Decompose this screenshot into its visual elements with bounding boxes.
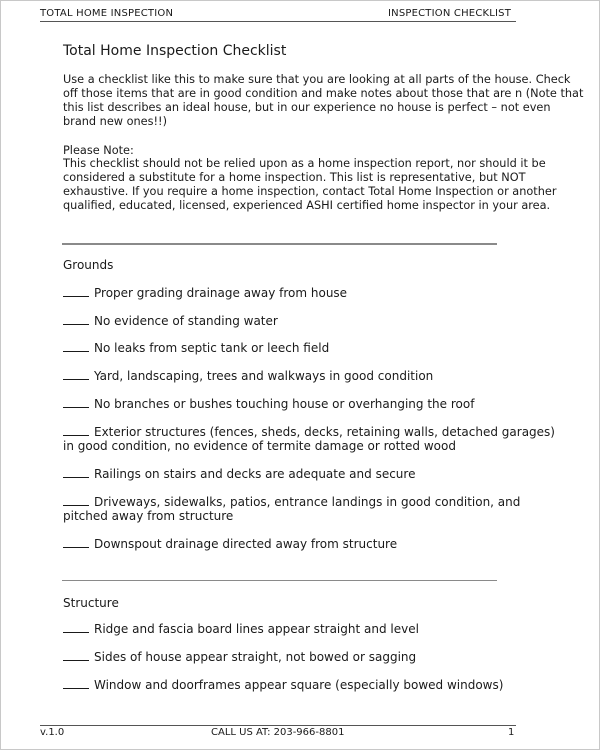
checkbox-blank[interactable]	[63, 397, 89, 408]
note-paragraph: This checklist should not be relied upon as a home inspection report, nor should it be considered a substitute for a home inspection. This list is representative, but NOT exhaustive. If you require a home inspection, contact Total Home Inspection or another qualified, educated, licensed, experienced ASHI certified home inspector in your area.	[63, 157, 557, 212]
checkbox-blank[interactable]	[63, 622, 89, 633]
footer-version: v.1.0	[40, 727, 65, 738]
checklist-item	[63, 341, 563, 355]
checklist-item-label: Sides of house appear straight, not bowed or sagging	[94, 650, 417, 664]
checklist-item-label: Yard, landscaping, trees and walkways in good condition	[94, 369, 434, 383]
footer-phone: CALL US AT: 203-966-8801	[211, 727, 345, 738]
checklist-item-label: No evidence of standing water	[94, 314, 278, 328]
checklist-item	[63, 314, 563, 328]
checklist-item	[63, 622, 563, 636]
note-label: Please Note:	[63, 144, 134, 157]
footer-rule	[40, 725, 516, 726]
checklist-item-label: No leaks from septic tank or leech field	[94, 341, 330, 355]
header-rule	[40, 21, 516, 22]
checkbox-blank[interactable]	[63, 678, 89, 689]
section-title-grounds: Grounds	[63, 258, 114, 272]
checklist-item	[63, 369, 563, 383]
checkbox-blank[interactable]	[63, 650, 89, 661]
checkbox-blank[interactable]	[63, 537, 89, 548]
checkbox-blank[interactable]	[63, 341, 89, 352]
checkbox-blank[interactable]	[63, 495, 89, 506]
document-title: Total Home Inspection Checklist	[63, 43, 287, 59]
checklist-item-label: Window and doorframes appear square (especially bowed windows)	[94, 678, 504, 692]
footer-page-number: 1	[508, 727, 515, 738]
checklist-item-label: No branches or bushes touching house or overhanging the roof	[94, 397, 475, 411]
checkbox-blank[interactable]	[63, 467, 89, 478]
header-left-text: TOTAL HOME INSPECTION	[40, 8, 174, 19]
checkbox-blank[interactable]	[63, 314, 89, 325]
section-title-structure: Structure	[63, 596, 119, 610]
section-divider	[62, 580, 497, 581]
checklist-item	[63, 678, 563, 692]
checklist-item	[63, 425, 563, 453]
checklist-item	[63, 495, 563, 523]
checklist-item	[63, 286, 563, 300]
checklist-item	[63, 650, 563, 664]
checklist-item	[63, 537, 563, 551]
checklist-item-label: Ridge and fascia board lines appear straight and level	[94, 622, 419, 636]
checklist-item-label: Proper grading drainage away from house	[94, 286, 348, 300]
checklist-item-label: Driveways, sidewalks, patios, entrance landings in good condition, and pitched away from structure	[63, 495, 521, 523]
section-divider	[62, 243, 497, 245]
checklist-item	[63, 397, 563, 411]
checklist-item-label: Downspout drainage directed away from structure	[94, 537, 398, 551]
checkbox-blank[interactable]	[63, 286, 89, 297]
checklist-item-label: Exterior structures (fences, sheds, decks, retaining walls, detached garages) in good condition, no evidence of termite damage or rotted wood	[63, 425, 555, 453]
checklist-item	[63, 467, 563, 481]
checkbox-blank[interactable]	[63, 425, 89, 436]
intro-paragraph: Use a checklist like this to make sure that you are looking at all parts of the house. Check off those items that are in good condition and make notes about those that are n (Note that this list describes an ideal house, but in our experience no house is perfect – not even brand new ones!!)	[63, 73, 584, 128]
checkbox-blank[interactable]	[63, 369, 89, 380]
header-right-text: INSPECTION CHECKLIST	[388, 8, 512, 19]
checklist-item-label: Railings on stairs and decks are adequate and secure	[94, 467, 416, 481]
